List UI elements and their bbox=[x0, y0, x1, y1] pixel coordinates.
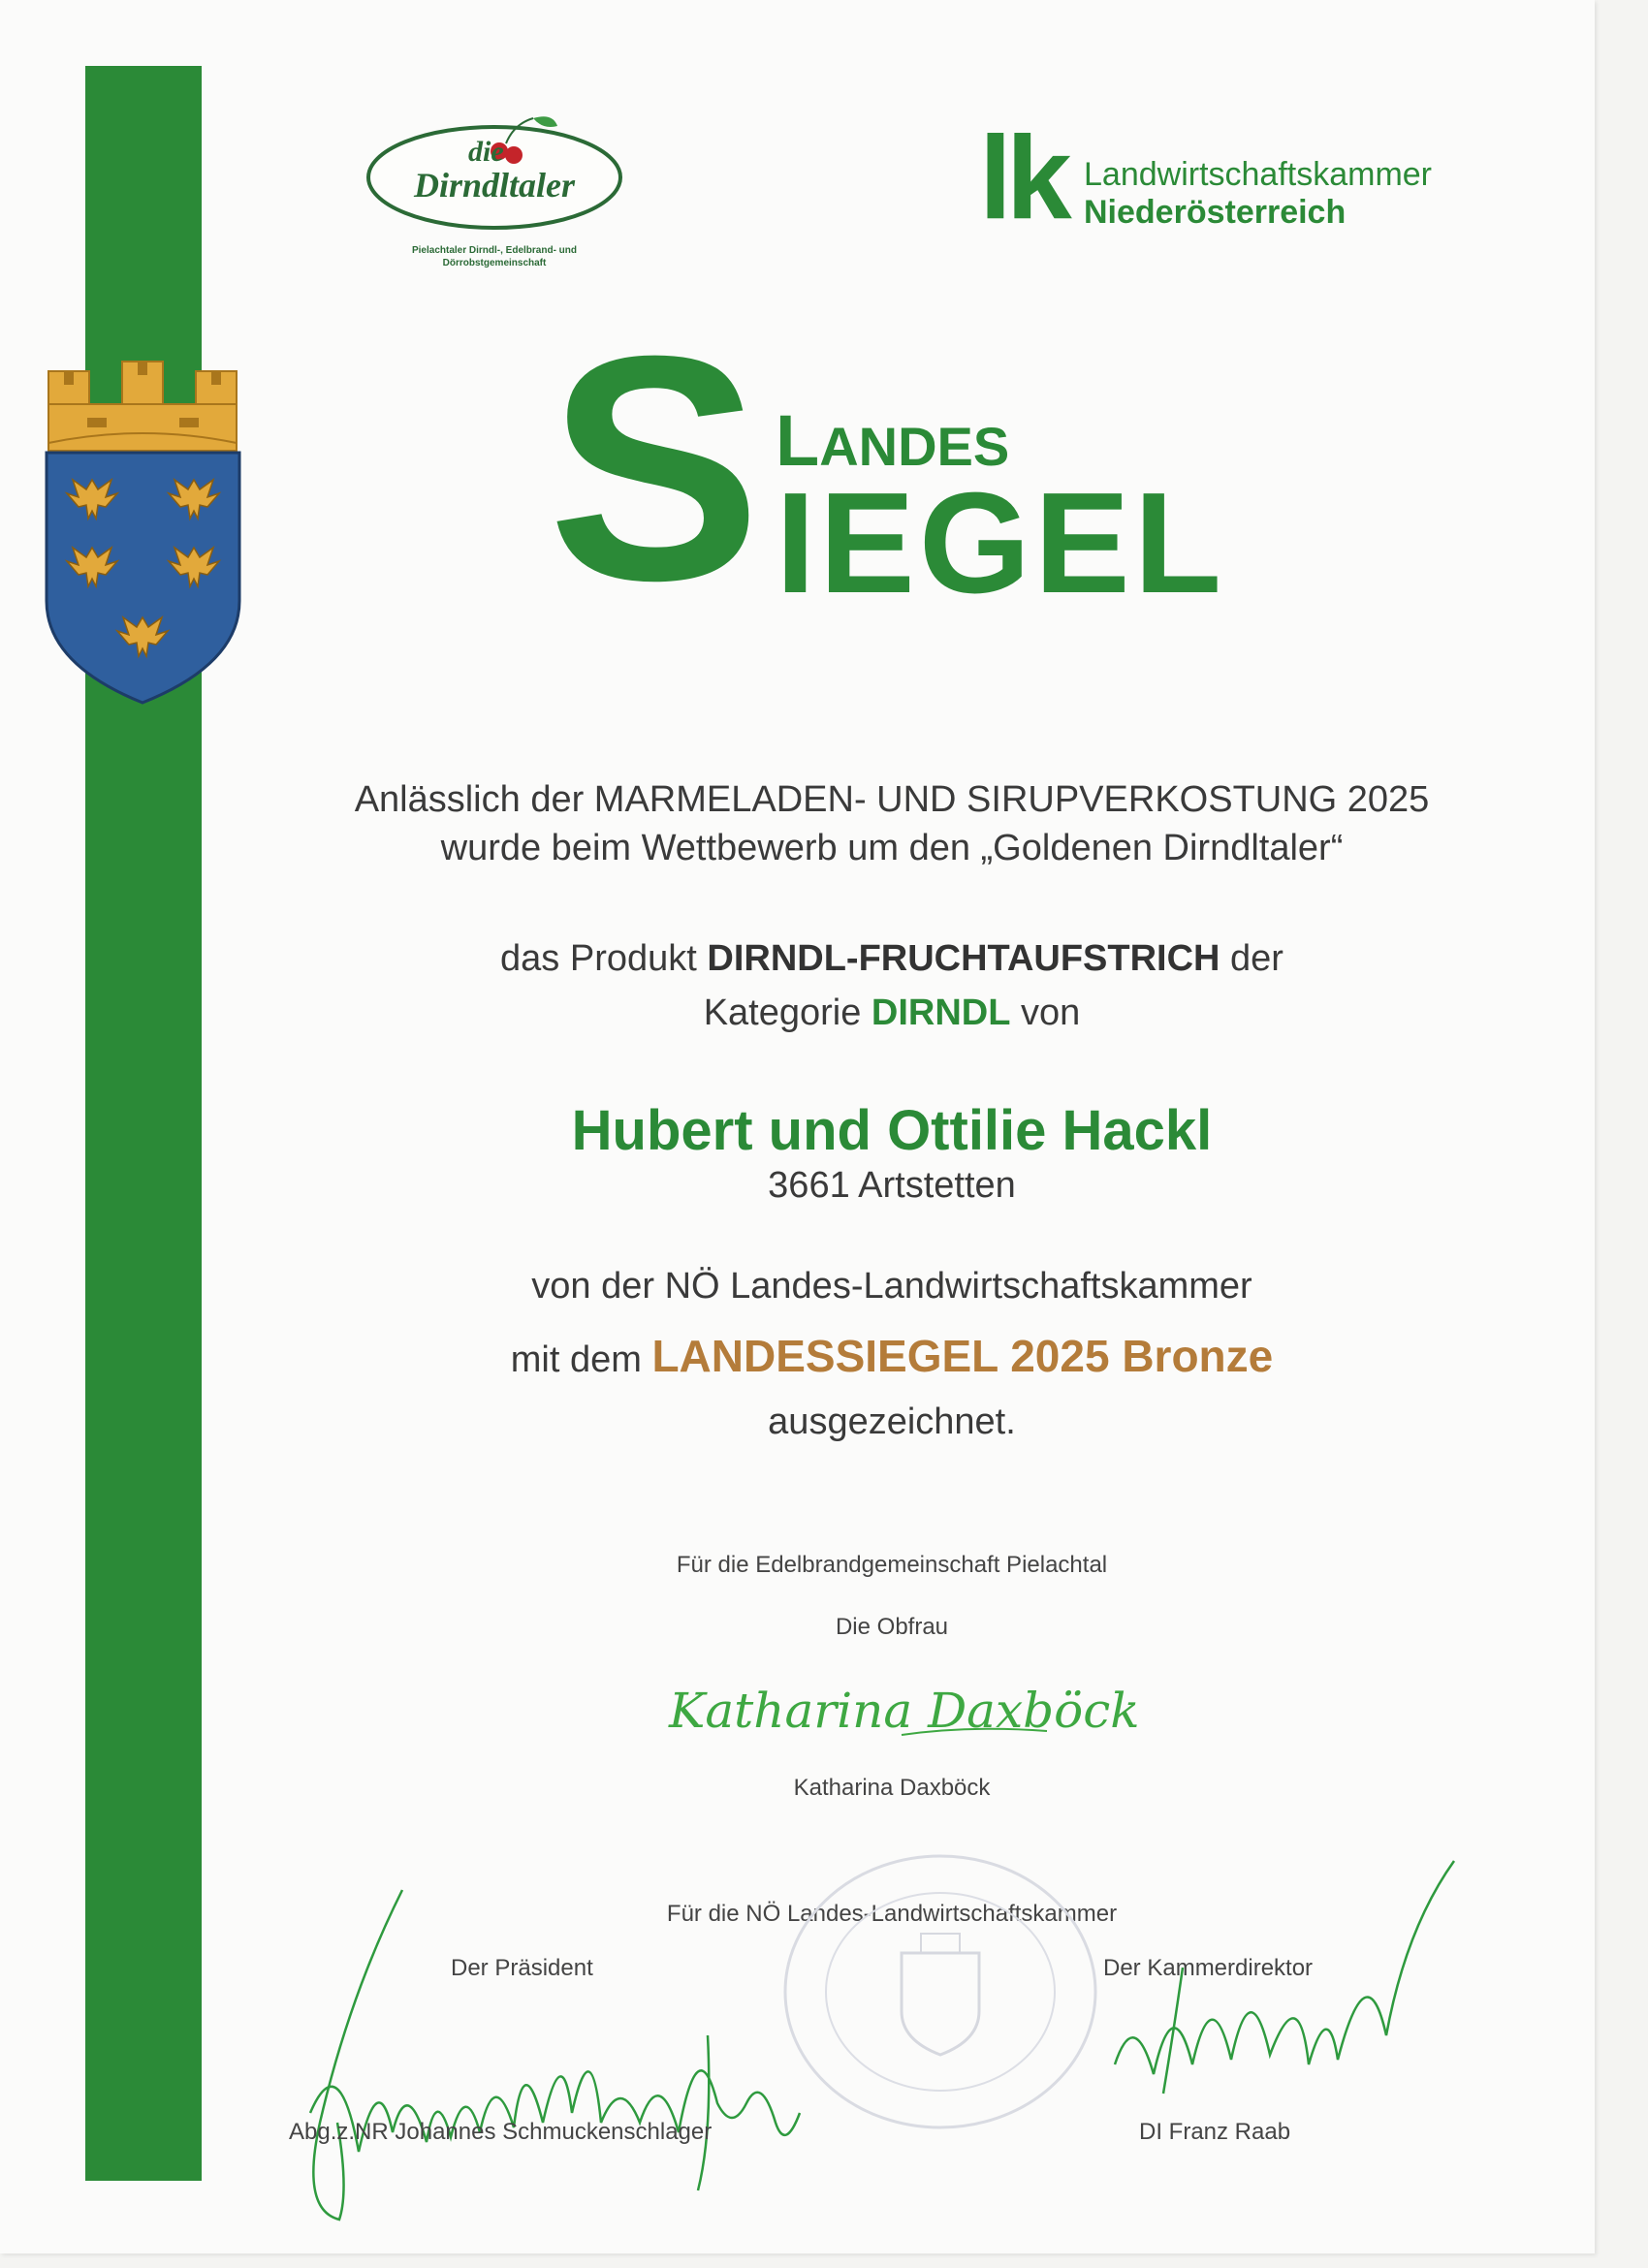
svg-text:Katharina Daxböck: Katharina Daxböck bbox=[669, 1683, 1140, 1739]
seal-stamp-icon bbox=[776, 1846, 1105, 2137]
lk-logo-letters: lk bbox=[979, 111, 1066, 243]
category-line: Kategorie DIRNDL von bbox=[703, 992, 1081, 1033]
president-role: Der Präsident bbox=[451, 1955, 593, 1981]
award-line-2: mit dem LANDESSIEGEL 2025 Bronze bbox=[510, 1331, 1274, 1381]
dirndltaler-subtitle: Pielachtaler Dirndl-, Edelbrand- und Dörrobstgemeinschaft bbox=[411, 245, 578, 268]
product-text bbox=[223, 934, 1561, 1037]
product-line: das Produkt DIRNDL-FRUCHTAUFSTRICH der bbox=[500, 938, 1284, 979]
award-text bbox=[223, 1262, 1561, 1446]
intro-line-1: Anlässlich der MARMELADEN- UND SIRUPVERKOSTUNG 2025 bbox=[354, 779, 1430, 820]
coat-of-arms-icon bbox=[39, 354, 247, 708]
headline-s: S bbox=[548, 289, 762, 646]
headline-landes: LANDES bbox=[776, 400, 1010, 481]
winner-name: Hubert und Ottilie Hackl bbox=[571, 1099, 1213, 1162]
award-name: LANDESSIEGEL 2025 Bronze bbox=[651, 1331, 1274, 1381]
award-line-3: ausgezeichnet. bbox=[768, 1402, 1016, 1442]
winner-block bbox=[223, 1097, 1561, 1210]
sig1-role: Die Obfrau bbox=[835, 1614, 949, 1640]
sig1-name: Katharina Daxböck bbox=[793, 1775, 991, 1801]
category-name: DIRNDL bbox=[871, 992, 1011, 1033]
sig1-handwriting bbox=[659, 1667, 1140, 1754]
sig2-for: Für die NÖ Landes-Landwirtschaftskammer bbox=[666, 1901, 1118, 1927]
lk-logo-line1: Landwirtschaftskammer bbox=[1084, 156, 1433, 193]
intro-line-2: wurde beim Wettbewerb um den „Goldenen Dirndltaler“ bbox=[440, 828, 1344, 868]
president-signature bbox=[281, 1880, 824, 2229]
director-signature bbox=[1105, 1842, 1474, 2152]
winner-place: 3661 Artstetten bbox=[768, 1165, 1016, 1206]
lk-logo-line2: Niederösterreich bbox=[1084, 194, 1347, 231]
award-line-1: von der NÖ Landes-Landwirtschaftskammer bbox=[531, 1266, 1252, 1307]
headline-siegel: IEGEL bbox=[776, 463, 1226, 623]
dirndltaler-wordmark: Dirndltaler bbox=[413, 166, 576, 205]
director-name: DI Franz Raab bbox=[1139, 2119, 1291, 2145]
president-name: Abg.z.NR Johannes Schmuckenschlager bbox=[289, 2119, 713, 2145]
intro-text bbox=[223, 775, 1561, 872]
director-role: Der Kammerdirektor bbox=[1103, 1955, 1314, 1981]
sig1-for: Für die Edelbrandgemeinschaft Pielachtal bbox=[676, 1552, 1108, 1578]
dirndltaler-die: die bbox=[468, 136, 504, 168]
product-name: DIRNDL-FRUCHTAUFSTRICH bbox=[707, 938, 1220, 979]
